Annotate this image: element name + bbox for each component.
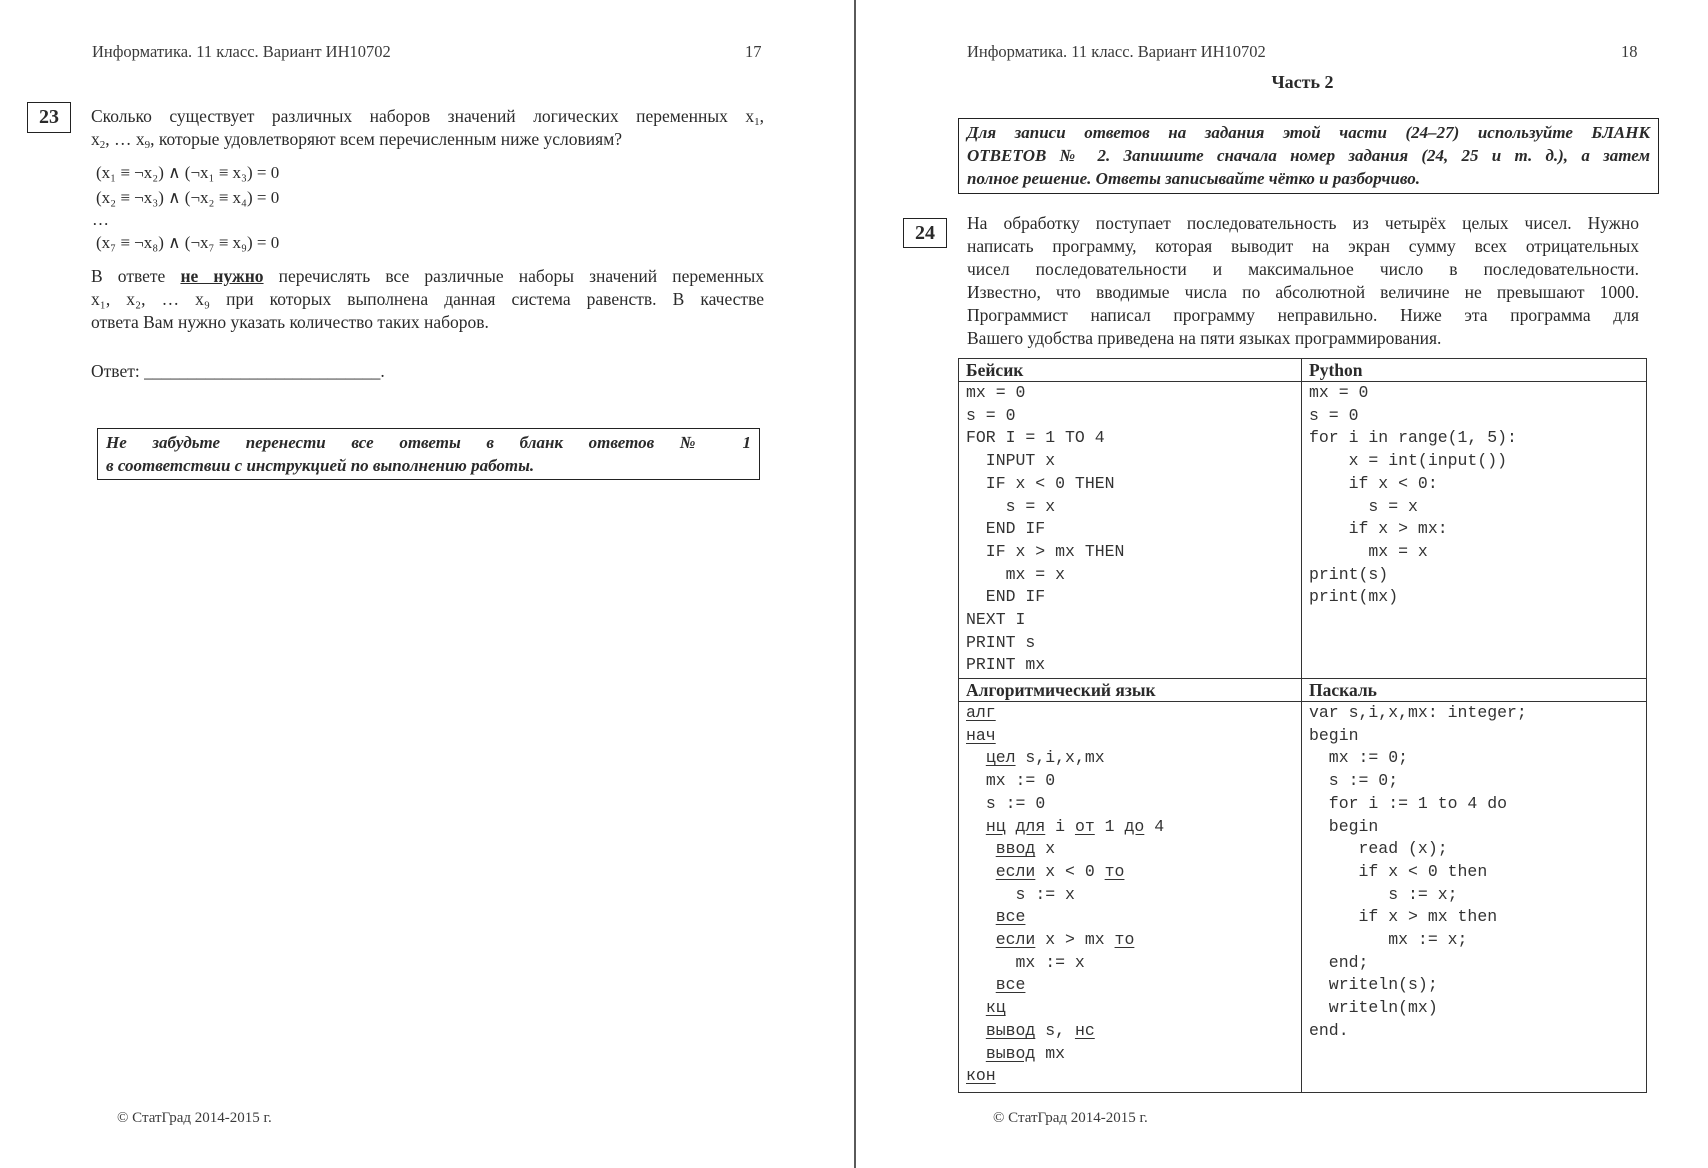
part-title: Часть 2	[1271, 72, 1334, 92]
algo-i-var: i	[1045, 816, 1075, 836]
algo-kw-cel: цел	[985, 748, 1016, 768]
algo-header: Алгоритмический язык	[959, 679, 1302, 702]
page-divider	[854, 0, 856, 1168]
task-24-line2: написать программу, которая выводит на экран сумму всех отрицательных	[967, 236, 1639, 256]
algo-code	[966, 702, 1294, 1088]
answer-note-start: В ответе	[91, 266, 181, 286]
formula-ellipsis: …	[92, 210, 109, 229]
right-footer: © СтатГрад 2014-2015 г.	[993, 1110, 1148, 1126]
python-code: mx = 0 s = 0 for i in range(1, 5): x = int(input()) if x < 0: s = x if x > mx: mx = x print(s) print(mx)	[1309, 383, 1517, 607]
task-24-line3: чисел последовательности и максимальное число в последовательности.	[967, 259, 1639, 279]
answer-note-emphasis: не нужно	[180, 266, 264, 286]
algo-kw-alg: алг	[966, 703, 996, 722]
algo-kw-vyvod-1: вывод	[985, 1020, 1036, 1040]
task-23-question	[91, 105, 764, 151]
question-x2-sub: 2	[99, 139, 106, 151]
algo-kw-ns: нс	[1074, 1020, 1095, 1040]
algo-cond-1: x < 0	[1035, 861, 1105, 881]
algo-x-var: x	[1035, 839, 1056, 859]
question-line1: Сколько существует различных наборов значений логических переменных x	[91, 106, 755, 126]
algo-out-2: mx	[1035, 1043, 1066, 1063]
instructions-line1: Для записи ответов на задания этой части (24–27) используйте БЛАНК	[967, 123, 1650, 142]
algo-kw-dlya: для	[1015, 816, 1046, 836]
task-24-line5: Программист написал программу неправильно. Ниже эта программа для	[967, 305, 1639, 325]
task-number-24: 24	[903, 218, 947, 248]
reminder-line1: Не забудьте перенести все ответы в бланк ответов № 1	[106, 433, 751, 452]
question-line1-end: ,	[759, 106, 764, 126]
task-24-text	[967, 212, 1639, 350]
left-page-number: 17	[745, 42, 762, 61]
algo-cond-2: x > mx	[1035, 930, 1115, 950]
algo-vars: s,i,x,mx	[1015, 748, 1105, 768]
algo-kw-kc: кц	[985, 998, 1006, 1018]
algo-kw-nach: нач	[966, 725, 996, 745]
basic-header: Бейсик	[959, 359, 1302, 382]
code-table	[958, 358, 1647, 1093]
algo-s-assign: s := x	[1015, 884, 1075, 904]
instructions-line3: полное решение. Ответы записывайте чётко и разборчиво.	[967, 169, 1421, 188]
algo-mx-assign: mx := x	[1015, 952, 1085, 972]
formula-1: (x₁ ≡ ¬x₂) ∧ (¬x₁ ≡ x₃) = 0	[96, 163, 280, 182]
left-page-header: Информатика. 11 класс. Вариант ИН10702	[92, 42, 391, 61]
algo-kw-vyvod-2: вывод	[985, 1043, 1036, 1063]
formula-2: (x₂ ≡ ¬x₃) ∧ (¬x₂ ≡ x₄) = 0	[96, 188, 280, 207]
algo-kw-nc: нц	[985, 816, 1006, 836]
algo-kw-esli-2: если	[995, 930, 1036, 950]
reminder-box	[97, 428, 760, 480]
algo-s-init: s := 0	[985, 793, 1046, 813]
formula-system	[92, 160, 280, 255]
right-page-header: Информатика. 11 класс. Вариант ИН10702	[967, 42, 1266, 61]
question-line2-end: , которые удовлетворяют всем перечисленным ниже условиям?	[150, 129, 623, 149]
question-x2: x	[91, 129, 100, 149]
algo-one: 1	[1094, 816, 1125, 836]
algo-out-1: s,	[1035, 1020, 1075, 1040]
answer-note	[91, 265, 764, 334]
algo-kw-kon: кон	[966, 1066, 996, 1086]
answer-note-line3: ответа Вам нужно указать количество таких наборов.	[91, 312, 489, 332]
pascal-code: var s,i,x,mx: integer; begin mx := 0; s := 0; for i := 1 to 4 do begin read (x); if x < 0 then s := x; if x > mx then mx := x; end; writeln(s); writeln(mx) end.	[1309, 703, 1527, 1040]
algo-kw-esli-1: если	[995, 861, 1036, 881]
question-mid: , … x	[105, 129, 145, 149]
right-page-number: 18	[1621, 42, 1638, 61]
algo-kw-vse-2: все	[995, 975, 1026, 995]
task-24-line6: Вашего удобства приведена на пяти языках программирования.	[967, 328, 1442, 348]
question-x9-sub: 9	[144, 139, 151, 151]
algo-four: 4	[1144, 816, 1165, 836]
algo-kw-to-2: то	[1114, 930, 1135, 950]
answer-field[interactable]: Ответ: ___________________________.	[91, 361, 385, 381]
answer-note-line2: x₁, x₂, … x₉ при которых выполнена данная система равенств. В качестве	[91, 289, 764, 309]
reminder-line2: в соответствии с инструкцией по выполнению работы.	[106, 456, 535, 475]
algo-kw-ot: от	[1074, 816, 1095, 836]
left-footer: © СтатГрад 2014-2015 г.	[117, 1110, 272, 1126]
task-24-line4: Известно, что вводимые числа по абсолютной величине не превышают 1000.	[967, 282, 1639, 302]
algo-kw-do: до	[1124, 816, 1145, 836]
instructions-box	[958, 118, 1659, 194]
answer-note-rest: перечислять все различные наборы значений переменных	[263, 266, 764, 286]
task-24-line1: На обработку поступает последовательность из четырёх целых чисел. Нужно	[967, 213, 1639, 233]
algo-kw-vse-1: все	[995, 907, 1026, 927]
pascal-header: Паскаль	[1302, 679, 1647, 702]
python-header: Python	[1302, 359, 1647, 382]
algo-mx-init: mx := 0	[985, 771, 1056, 791]
task-number-23: 23	[27, 102, 71, 133]
instructions-line2: ОТВЕТОВ № 2. Запишите сначала номер задания (24, 25 и т. д.), а затем	[967, 146, 1650, 165]
basic-code: mx = 0 s = 0 FOR I = 1 TO 4 INPUT x IF x < 0 THEN s = x END IF IF x > mx THEN mx = x END IF NEXT I PRINT s PRINT mx	[966, 383, 1125, 675]
formula-3: (x₇ ≡ ¬x₈) ∧ (¬x₇ ≡ x₉) = 0	[96, 233, 280, 252]
algo-kw-to-1: то	[1104, 861, 1125, 881]
algo-kw-vvod: ввод	[995, 839, 1036, 859]
question-line1-sub: 1	[754, 116, 760, 128]
